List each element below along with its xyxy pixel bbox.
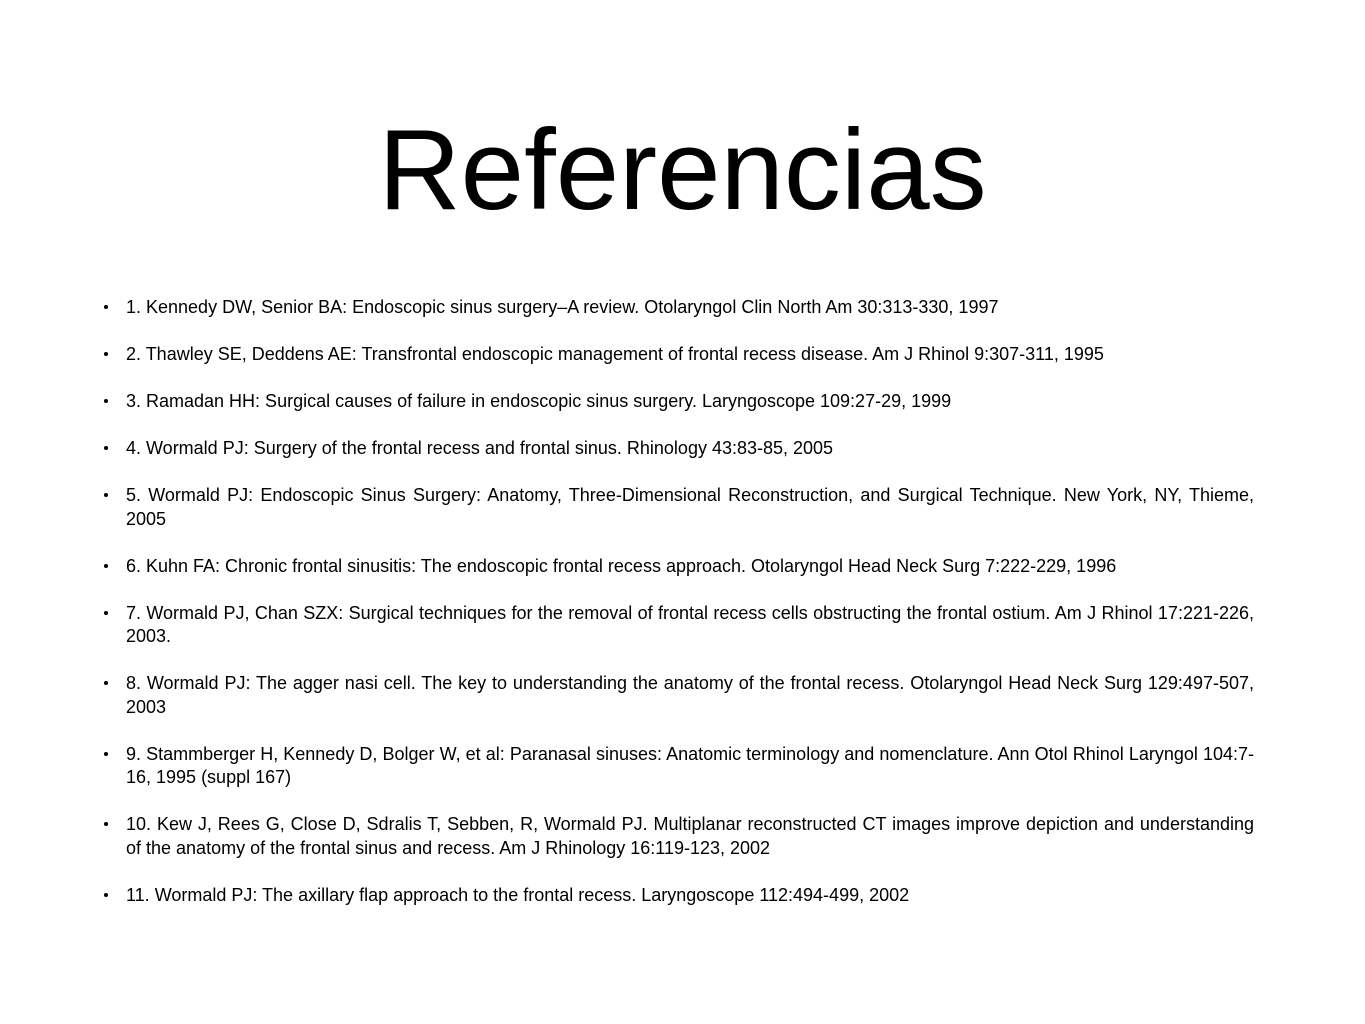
bullet-icon [104, 822, 108, 826]
bullet-icon [104, 564, 108, 568]
reference-text: 8. Wormald PJ: The agger nasi cell. The key to understanding the anatomy of the frontal recess. Otolaryngol Head Neck Surg 129:497-507, 2003 [126, 673, 1254, 717]
reference-text: 9. Stammberger H, Kennedy D, Bolger W, et al: Paranasal sinuses: Anatomic terminology and nomenclature. Ann Otol Rhinol Laryngol 104:7-16, 1995 (suppl 167) [126, 743, 1254, 787]
bullet-icon [104, 446, 108, 450]
reference-item [104, 343, 1254, 367]
reference-item [104, 296, 1254, 320]
reference-text: 3. Ramadan HH: Surgical causes of failure in endoscopic sinus surgery. Laryngoscope 109:27-29, 1999 [126, 391, 952, 411]
bullet-icon [104, 493, 108, 497]
reference-list [104, 296, 1254, 931]
reference-text: 2. Thawley SE, Deddens AE: Transfrontal endoscopic management of frontal recess disease. Am J Rhinol 9:307-311, 1995 [126, 344, 1104, 364]
reference-text: 4. Wormald PJ: Surgery of the frontal recess and frontal sinus. Rhinology 43:83-85, 2005 [126, 438, 834, 458]
reference-text: 5. Wormald PJ: Endoscopic Sinus Surgery: Anatomy, Three-Dimensional Reconstruction, and Surgical Technique. New York, NY, Thieme, 2005 [126, 485, 1254, 529]
reference-item [104, 602, 1254, 649]
bullet-icon [104, 305, 108, 309]
bullet-icon [104, 611, 108, 615]
reference-item [104, 484, 1254, 531]
bullet-icon [104, 893, 108, 897]
reference-item [104, 743, 1254, 790]
slide-title: Referencias [378, 107, 987, 234]
reference-item [104, 672, 1254, 719]
reference-text: 1. Kennedy DW, Senior BA: Endoscopic sinus surgery–A review. Otolaryngol Clin North Am 30:313-330, 1997 [126, 297, 999, 317]
reference-item [104, 555, 1254, 579]
reference-text: 7. Wormald PJ, Chan SZX: Surgical techniques for the removal of frontal recess cells obstructing the frontal ostium. Am J Rhinol 17:221-226, 2003. [126, 602, 1254, 646]
bullet-icon [104, 399, 108, 403]
bullet-icon [104, 752, 108, 756]
reference-item [104, 813, 1254, 860]
bullet-icon [104, 352, 108, 356]
reference-item [104, 884, 1254, 908]
reference-text: 11. Wormald PJ: The axillary flap approach to the frontal recess. Laryngoscope 112:494-499, 2002 [126, 884, 910, 905]
bullet-icon [104, 681, 108, 685]
reference-text: 6. Kuhn FA: Chronic frontal sinusitis: The endoscopic frontal recess approach. Otolaryngol Head Neck Surg 7:222-229, 1996 [126, 555, 1117, 576]
reference-text: 10. Kew J, Rees G, Close D, Sdralis T, Sebben, R, Wormald PJ. Multiplanar reconstructed CT images improve depiction and understanding of the anatomy of the frontal sinus and recess. Am J Rhinology 16:119-123, 2002 [126, 814, 1254, 858]
reference-item [104, 437, 1254, 461]
reference-item [104, 390, 1254, 414]
